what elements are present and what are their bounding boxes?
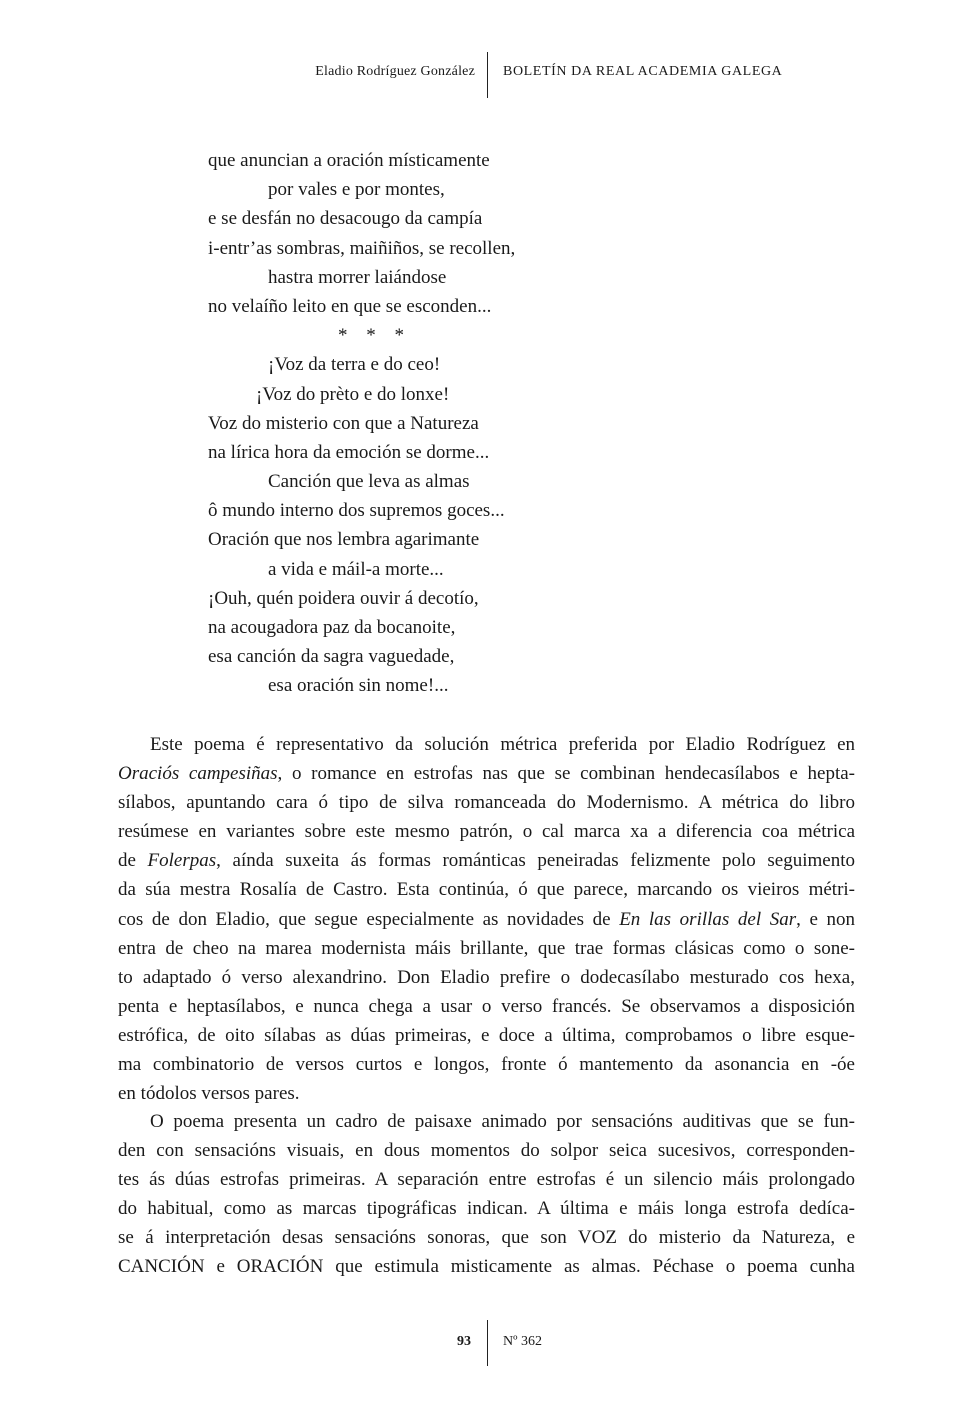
poem-line: ¡Ouh, quén poidera ouvir á decotío, [208, 587, 479, 609]
text-span: ma combinatorio de versos curtos e longos, fronte ó mantemento da asonancia en -óe [118, 1054, 855, 1076]
text-line [118, 934, 855, 963]
text-line [118, 905, 855, 934]
stanza-separator: * * * [338, 325, 404, 347]
running-header-author: Eladio Rodríguez González [315, 64, 475, 79]
poem-line: ¡Voz do prèto e do lonxe! [256, 383, 450, 405]
poem-line: Canción que leva as almas [268, 471, 470, 493]
text-span: resúmese en variantes sobre este mesmo patrón, o cal marca xa a diferencia coa métrica [118, 821, 855, 843]
text-span: CANCIÓN e ORACIÓN que estimula misticamente as almas. Péchase o poema cunha [118, 1256, 855, 1278]
text-line [118, 1079, 855, 1108]
text-line [118, 1136, 855, 1165]
text-line [118, 846, 855, 875]
text-span: to adaptado ó verso alexandrino. Don Eladio prefire o dodecasílabo mesturado cos hexa, [118, 966, 855, 988]
text-span: se á interpretación desas sensacións sonoras, que son VOZ do misterio da Natureza, e [118, 1227, 855, 1249]
text-span: , o romance en estrofas nas que se combinan hendecasílabos e hepta- [277, 763, 855, 785]
text-line [118, 817, 855, 846]
text-span: cos de don Eladio, que segue especialmente as novidades de [118, 908, 620, 930]
text-line [118, 992, 855, 1021]
text-span: entra de cheo na marea modernista máis brillante, que trae formas clásicas como o sone- [118, 937, 855, 959]
body-paragraph [118, 1107, 855, 1282]
text-span: de [118, 850, 148, 872]
body-paragraph [118, 730, 855, 1108]
text-span: Este poema é representativo da solución métrica preferida por Eladio Rodríguez en [150, 734, 855, 755]
text-span: da súa mestra Rosalía de Castro. Esta continúa, ó que parece, marcando os vieiros métri- [118, 879, 855, 901]
text-line [118, 1252, 855, 1281]
poem-line: na acougadora paz da bocanoite, [208, 617, 456, 638]
poem-excerpt [208, 146, 515, 701]
poem-line: Oración que nos lembra agarimante [208, 529, 480, 551]
text-span: den con sensacións visuais, en dous momentos do solpor seica sucesivos, corresponden- [118, 1140, 855, 1162]
poem-line: esa canción da sagra vaguedade, [208, 646, 455, 668]
text-line [118, 963, 855, 992]
text-line [118, 1107, 855, 1136]
poem-line: hastra morrer laiándose [268, 266, 447, 288]
text-span: , aínda suxeita ás formas románticas peneiradas felizmente polo seguimento [216, 850, 855, 872]
text-line [118, 1194, 855, 1223]
poem-line: por vales e por montes, [268, 179, 445, 201]
text-line [118, 1165, 855, 1194]
text-line [118, 730, 855, 759]
poem-line: i-entr’as sombras, maiñiños, se recollen, [208, 237, 516, 259]
text-line [118, 1050, 855, 1079]
poem-line: no velaíño leito en que se esconden... [208, 295, 492, 317]
text-span: estrófica, de oito sílabas as dúas primeiras, e doce a última, comprobamos o libre esque- [118, 1024, 855, 1046]
text-span: penta e heptasílabos, e nunca chega a usar o verso francés. Se observamos a disposición [118, 995, 855, 1017]
italic-title: Oraciós campesiñas [118, 763, 278, 785]
footer-divider [487, 1320, 488, 1366]
poem-line: ô mundo interno dos supremos goces... [208, 500, 505, 522]
poem-line: que anuncian a oración místicamente [208, 150, 490, 171]
text-line [118, 1223, 855, 1252]
poem-line: e se desfán no desacougo da campía [208, 208, 483, 230]
text-span: tes ás dúas estrofas primeiras. A separación entre estrofas é un silencio máis prolongado [118, 1169, 855, 1191]
text-line [118, 759, 855, 788]
text-span: sílabos, apuntando cara ó tipo de silva romanceada do Modernismo. A métrica do libro [118, 792, 855, 814]
poem-line: esa oración sin nome!... [268, 675, 449, 697]
poem-line: na lírica hora da emoción se dorme... [208, 441, 490, 463]
page-number: 93 [457, 1334, 471, 1349]
issue-number: Nº 362 [503, 1334, 542, 1349]
text-span: en tódolos versos pares. [118, 1083, 300, 1105]
running-header-journal: BOLETÍN DA REAL ACADEMIA GALEGA [503, 64, 783, 79]
text-span: do habitual, como as marcas tipográficas indican. A última e máis longa estrofa dedíca- [118, 1198, 855, 1220]
text-line [118, 1021, 855, 1050]
italic-title: En las orillas del Sar [619, 908, 797, 930]
poem-line: Voz do misterio con que a Natureza [208, 412, 479, 434]
italic-title: Folerpas [147, 850, 217, 872]
header-divider [487, 52, 488, 98]
text-span: , e non [796, 908, 855, 930]
poem-line: a vida e máil-a morte... [268, 558, 444, 580]
text-line [118, 875, 855, 904]
text-span: O poema presenta un cadro de paisaxe animado por sensacións auditivas que se fun- [150, 1111, 855, 1132]
poem-line: ¡Voz da terra e do ceo! [268, 354, 441, 376]
text-line [118, 788, 855, 817]
